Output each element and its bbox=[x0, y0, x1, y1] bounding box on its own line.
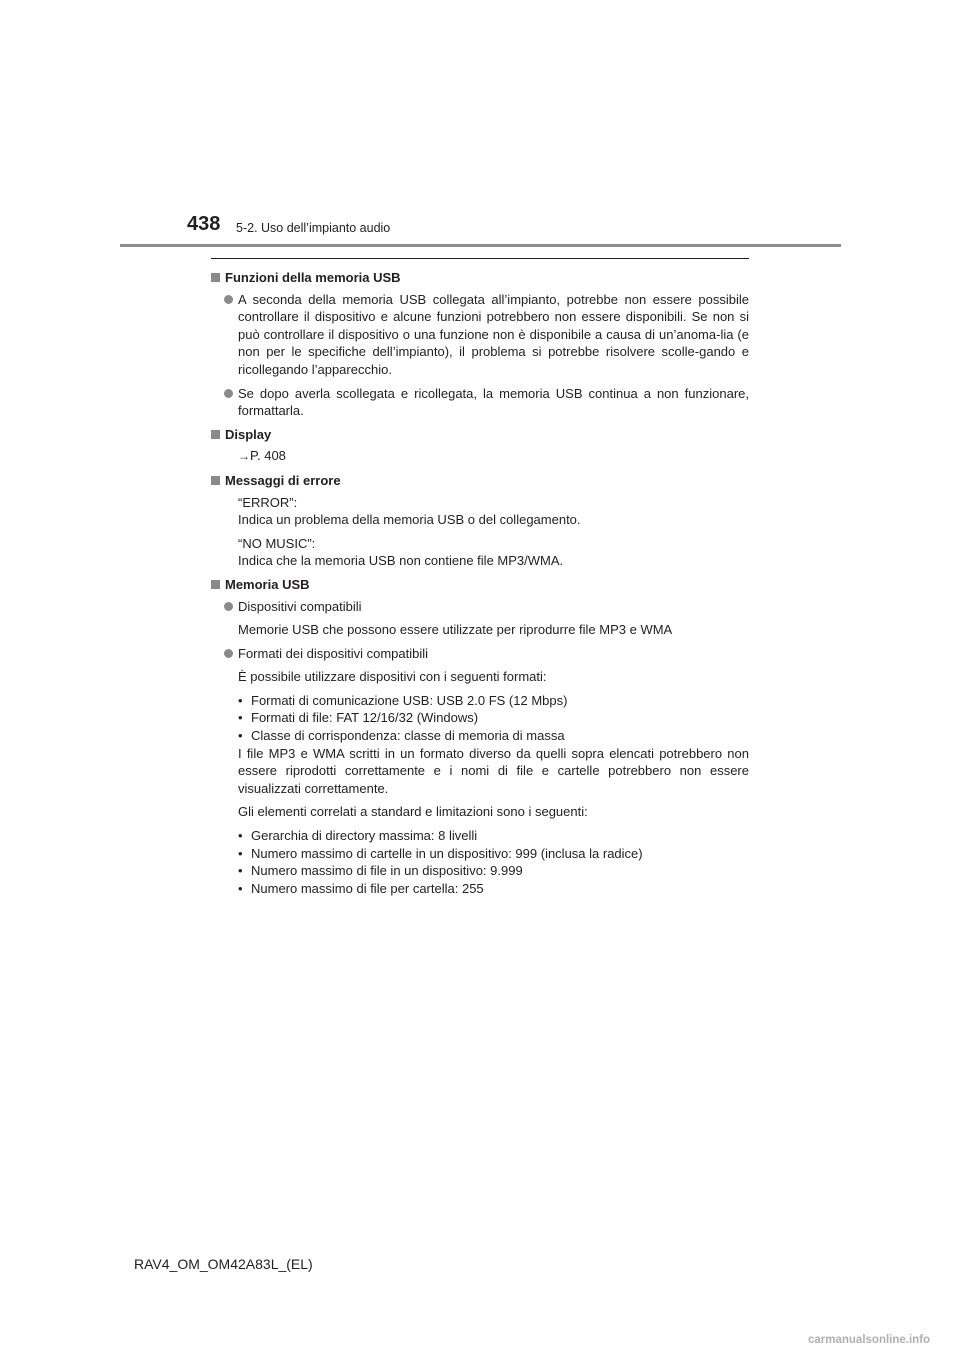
list-item bbox=[238, 862, 749, 880]
list-item-text: Gerarchia di directory massima: 8 livelli bbox=[251, 828, 478, 844]
list-item-text: Formati di file: FAT 12/16/32 (Windows) bbox=[251, 710, 479, 726]
arrow-right-icon: → bbox=[238, 449, 250, 464]
list-item-text: Classe di corrispondenza: classe di memoria di massa bbox=[251, 728, 565, 744]
circle-bullet-icon bbox=[224, 389, 233, 398]
list-item bbox=[238, 709, 749, 727]
chapter-title: 5-2. Uso dell’impianto audio bbox=[236, 221, 391, 235]
heading-error-messages bbox=[211, 472, 749, 490]
square-bullet-icon bbox=[211, 476, 220, 485]
paragraph: Gli elementi correlati a standard e limitazioni sono i seguenti: bbox=[238, 804, 588, 820]
list-item-text: Numero massimo di file in un dispositivo: 9.999 bbox=[251, 863, 523, 879]
page-content bbox=[211, 258, 749, 897]
formats-list bbox=[211, 692, 749, 745]
list-marker: • bbox=[238, 863, 243, 879]
bullet-text: Formati dei dispositivi compatibili bbox=[238, 645, 429, 661]
circle-bullet-icon bbox=[224, 602, 233, 611]
error-code: “NO MUSIC”: bbox=[238, 535, 316, 551]
error-description: Indica che la memoria USB non contiene file MP3/WMA. bbox=[238, 553, 564, 569]
heading-text: Display bbox=[225, 426, 272, 442]
paragraph: È possibile utilizzare dispositivi con i seguenti formati: bbox=[238, 669, 547, 685]
header-rule bbox=[120, 244, 841, 247]
list-marker: • bbox=[238, 692, 243, 708]
footer-doc-code: RAV4_OM_OM42A83L_(EL) bbox=[134, 1256, 313, 1272]
paragraph: Memorie USB che possono essere utilizzate per riprodurre file MP3 e WMA bbox=[238, 622, 673, 638]
page-reference-text: P. 408 bbox=[250, 448, 286, 464]
bullet-item bbox=[211, 645, 749, 663]
heading-usb-memory bbox=[211, 576, 749, 594]
list-marker: • bbox=[238, 845, 243, 861]
bullet-text: Se dopo averla scollegata e ricollegata, la memoria USB continua a non funzionare, formattarla. bbox=[238, 385, 749, 419]
heading-text: Messaggi di errore bbox=[225, 472, 341, 488]
list-item bbox=[238, 880, 749, 898]
bullet-text: A seconda della memoria USB collegata all’impianto, potrebbe non essere possibile controllare il dispositivo e alcune funzioni potrebbero non essere disponibili. Se non si può controllare il dispositivo o una funzione non è disponibile a causa di un’anoma-lia (e non per le specifiche dell’impianto), il problema si potrebbe risolvere scolle-gando e ricollegando l’apparecchio. bbox=[238, 291, 749, 377]
list-item bbox=[238, 827, 749, 845]
error-description: Indica un problema della memoria USB o del collegamento. bbox=[238, 512, 581, 528]
limits-list bbox=[211, 827, 749, 897]
watermark: carmanualsonline.info bbox=[808, 1334, 931, 1346]
heading-usb-functions bbox=[211, 269, 749, 287]
paragraph: I file MP3 e WMA scritti in un formato diverso da quelli sopra elencati potrebbero non essere riprodotti correttamente e i nomi di file e cartelle potrebbero non essere visualizzati correttamente. bbox=[238, 745, 749, 796]
heading-text: Memoria USB bbox=[225, 576, 310, 592]
list-marker: • bbox=[238, 728, 243, 744]
bullet-item bbox=[211, 598, 749, 616]
list-item bbox=[238, 727, 749, 745]
square-bullet-icon bbox=[211, 273, 220, 282]
list-marker: • bbox=[238, 710, 243, 726]
bullet-text: Dispositivi compatibili bbox=[238, 598, 362, 614]
bullet-item bbox=[211, 385, 749, 420]
list-item bbox=[238, 692, 749, 710]
section-divider bbox=[211, 258, 749, 259]
error-code: “ERROR”: bbox=[238, 494, 298, 510]
list-marker: • bbox=[238, 828, 243, 844]
square-bullet-icon bbox=[211, 430, 220, 439]
heading-display bbox=[211, 426, 749, 444]
page-number: 438 bbox=[187, 213, 221, 235]
heading-text: Funzioni della memoria USB bbox=[225, 270, 401, 285]
list-item-text: Numero massimo di cartelle in un dispositivo: 999 (inclusa la radice) bbox=[251, 845, 643, 861]
list-item bbox=[238, 845, 749, 863]
page-reference[interactable] bbox=[211, 447, 749, 466]
circle-bullet-icon bbox=[224, 649, 233, 658]
bullet-item bbox=[211, 291, 749, 379]
list-item-text: Numero massimo di file per cartella: 255 bbox=[251, 880, 484, 896]
list-marker: • bbox=[238, 880, 243, 896]
list-item-text: Formati di comunicazione USB: USB 2.0 FS (12 Mbps) bbox=[251, 692, 568, 708]
square-bullet-icon bbox=[211, 580, 220, 589]
circle-bullet-icon bbox=[224, 295, 233, 304]
